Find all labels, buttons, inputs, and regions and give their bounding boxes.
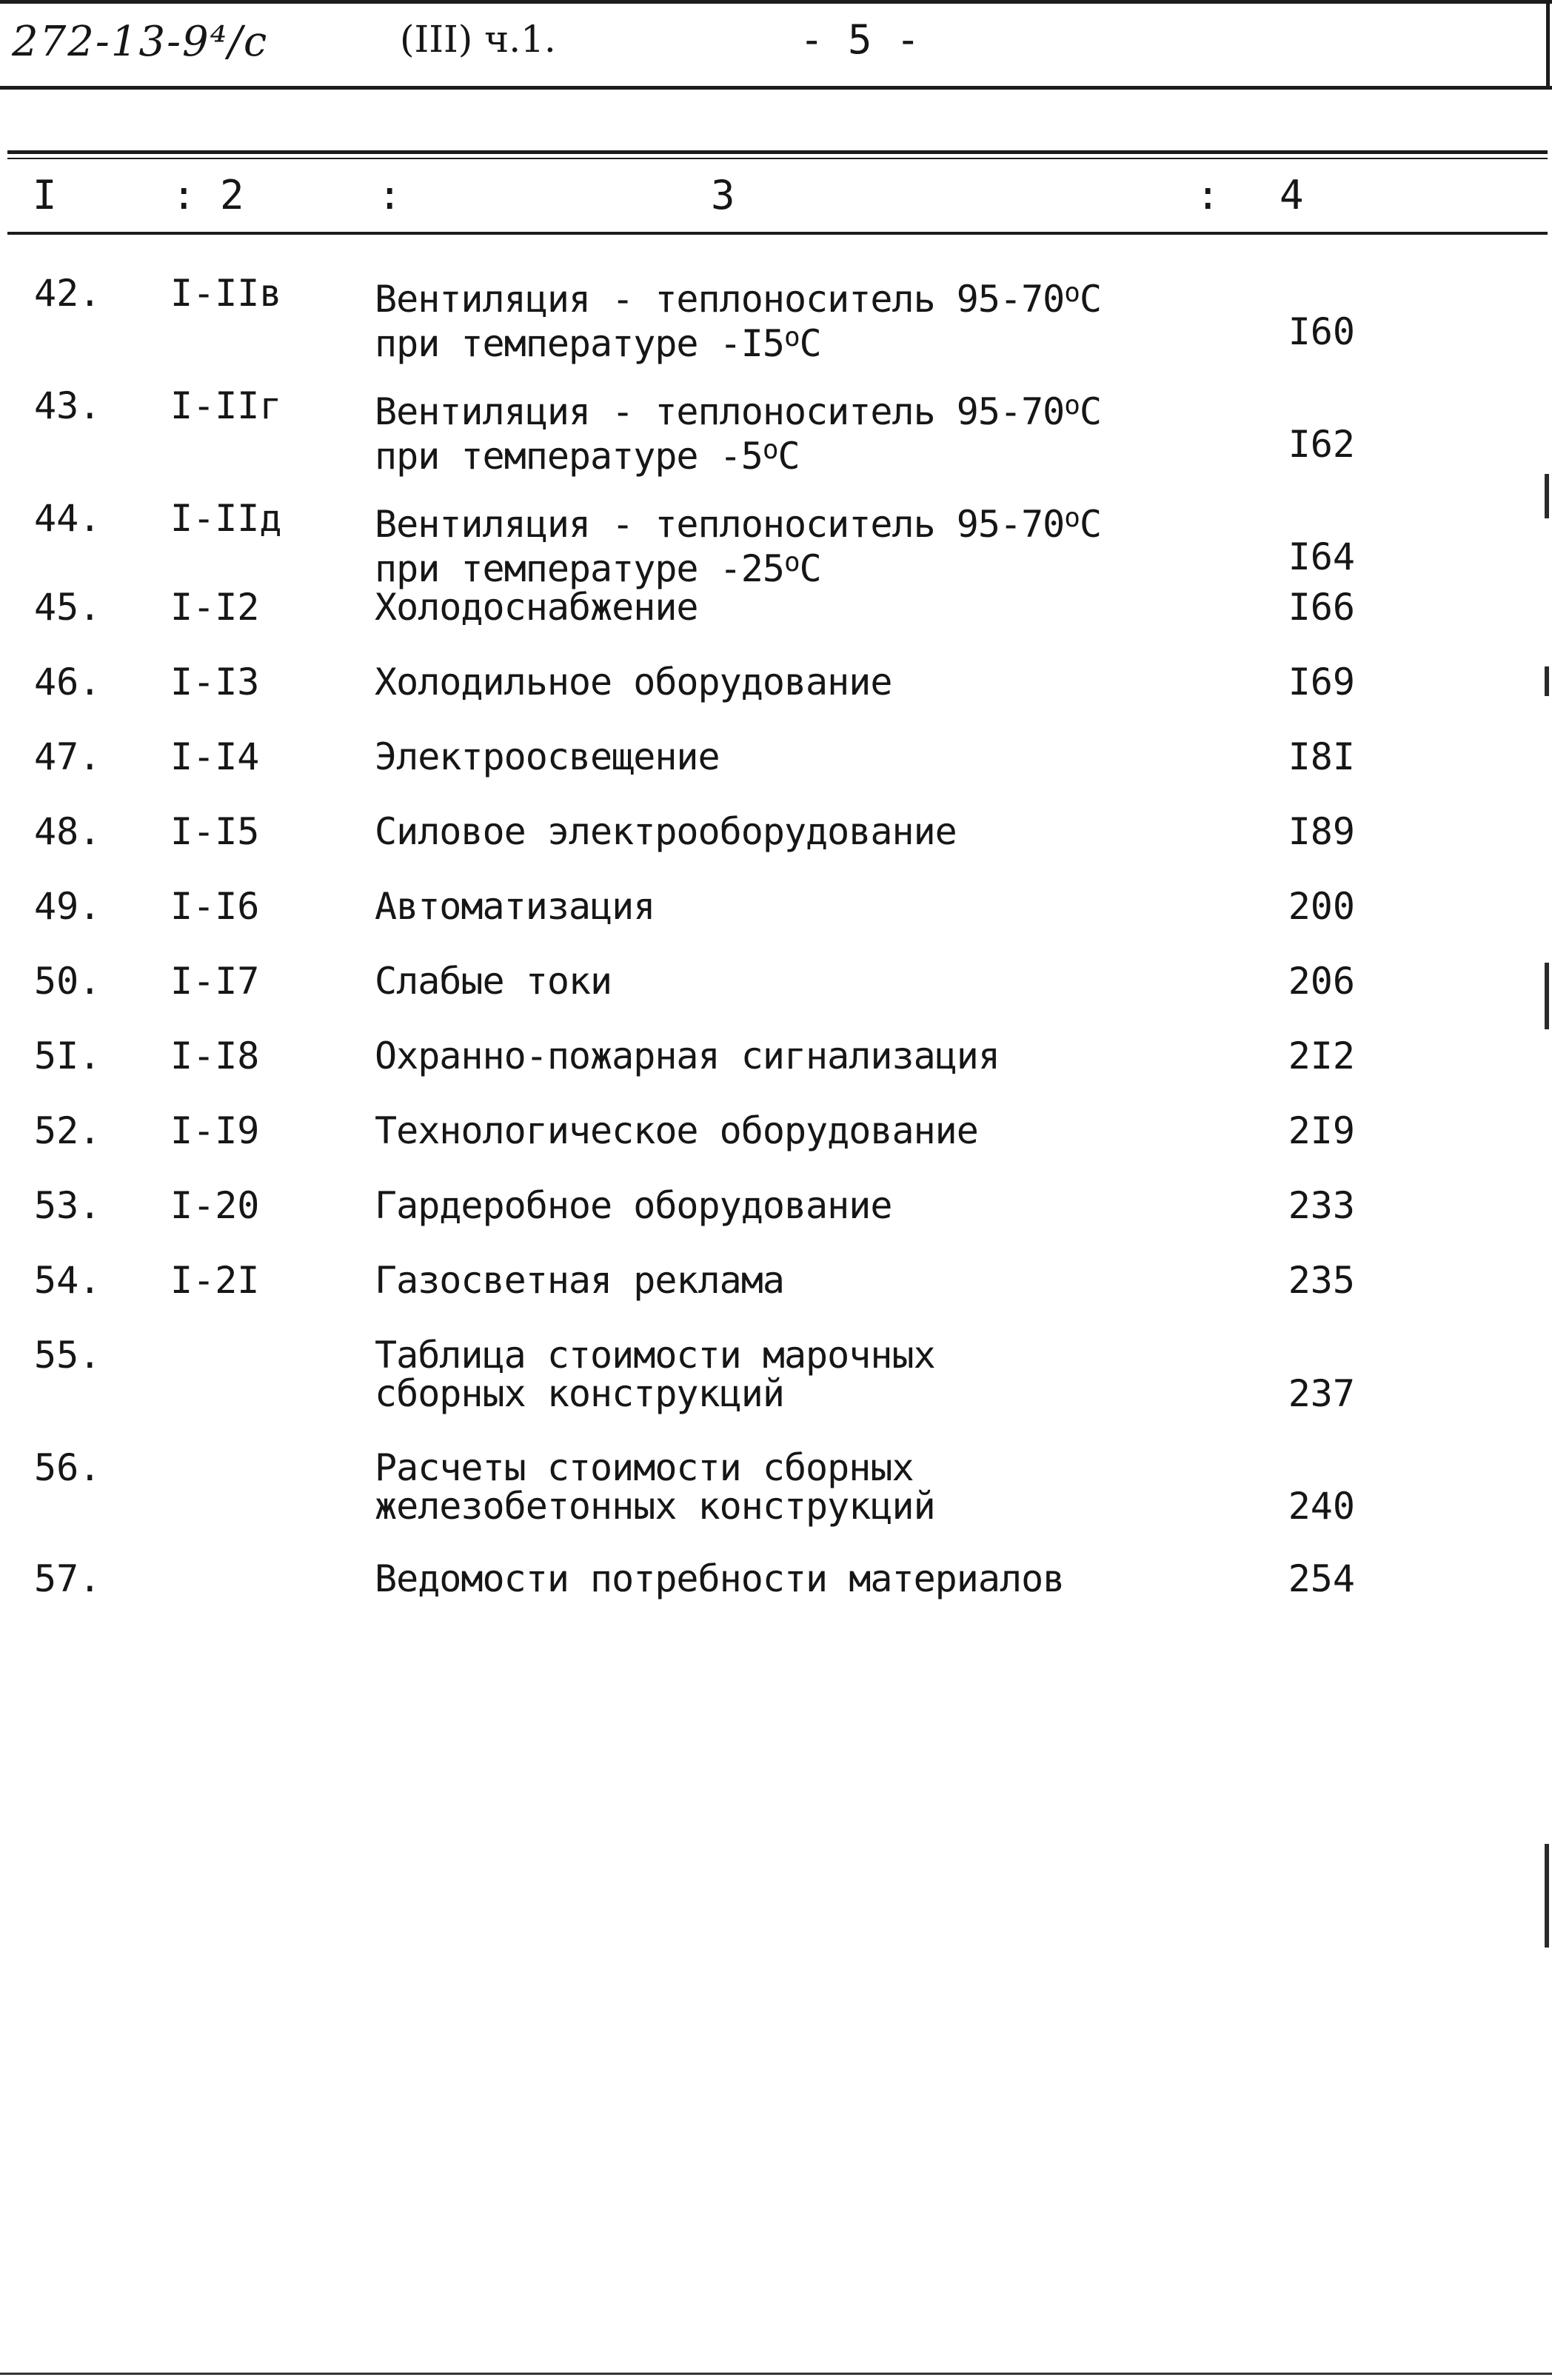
row-number: 54. xyxy=(34,1259,101,1302)
section-title: Силовое электрооборудование xyxy=(375,810,957,853)
right-border xyxy=(1546,0,1550,87)
column-header-1: I xyxy=(33,172,57,218)
page-ref: 200 xyxy=(1288,885,1355,928)
column-separator: : xyxy=(1196,172,1220,218)
table-row xyxy=(0,887,1552,962)
document-code: 272-13-9⁴/с xyxy=(12,18,269,66)
table-row xyxy=(0,1109,1552,1186)
page-number: - 5 - xyxy=(800,16,920,63)
page-ref: 206 xyxy=(1288,960,1355,1003)
row-number: 56. xyxy=(34,1446,101,1489)
table-row xyxy=(0,1034,1552,1112)
row-number: 46. xyxy=(34,661,101,703)
page-ref: 2I2 xyxy=(1288,1034,1355,1077)
scan-edge-mark xyxy=(1545,1844,1549,1948)
section-title: Холодильное оборудование xyxy=(375,661,892,703)
section-title: Ведомости потребности материалов xyxy=(375,1557,1065,1600)
section-code: I-I4 xyxy=(170,735,260,778)
row-number: 45. xyxy=(34,586,101,629)
table-top-rule-secondary xyxy=(7,158,1548,159)
table-row xyxy=(0,663,1552,738)
row-number: 57. xyxy=(34,1557,101,1600)
document-part: (III) ч.1. xyxy=(400,18,556,61)
top-border xyxy=(0,0,1552,4)
section-title: Слабые токи xyxy=(375,960,612,1003)
table-row xyxy=(0,812,1552,887)
column-separator: : xyxy=(378,172,402,218)
row-number: 50. xyxy=(34,960,101,1003)
contents-table xyxy=(0,274,1552,1634)
section-title: Вентиляция - теплоноситель 95-70$^o$С при температуре -I5$^o$С xyxy=(375,278,1102,365)
page-ref: I62 xyxy=(1288,423,1355,466)
section-code: I-IIв xyxy=(170,272,282,315)
section-title: Автоматизация xyxy=(375,885,655,928)
table-top-rule xyxy=(7,150,1548,154)
column-header-2: : 2 xyxy=(172,172,244,218)
section-code: I-I5 xyxy=(170,810,260,853)
table-row xyxy=(0,274,1552,387)
table-row xyxy=(0,735,1552,812)
section-code: I-20 xyxy=(170,1184,260,1227)
page-ref: 235 xyxy=(1288,1259,1355,1302)
row-number: 55. xyxy=(34,1334,101,1377)
row-number: 52. xyxy=(34,1109,101,1152)
section-title: Расчеты стоимости сборных железобетонных конструкций xyxy=(375,1446,935,1528)
section-title: Технологическое оборудование xyxy=(375,1109,978,1152)
table-row xyxy=(0,499,1552,588)
section-title: Холодоснабжение xyxy=(375,586,698,629)
page-ref: I69 xyxy=(1288,661,1355,703)
table-row xyxy=(0,1336,1552,1448)
page-ref: I66 xyxy=(1288,586,1355,629)
section-title: Вентиляция - теплоноситель 95-70$^o$С при температуре -5$^o$С xyxy=(375,390,1102,478)
page-ref: I60 xyxy=(1288,310,1355,353)
page-ref: I64 xyxy=(1288,535,1355,578)
page-ref: 240 xyxy=(1288,1485,1355,1528)
section-title: Газосветная реклама xyxy=(375,1259,784,1302)
column-header-4: 4 xyxy=(1280,172,1304,218)
row-number: 5I. xyxy=(34,1034,101,1077)
row-number: 48. xyxy=(34,810,101,853)
page-ref: 2I9 xyxy=(1288,1109,1355,1152)
table-row xyxy=(0,1448,1552,1560)
page-ref: 233 xyxy=(1288,1184,1355,1227)
row-number: 44. xyxy=(34,497,101,540)
table-row xyxy=(0,588,1552,663)
column-header-3: 3 xyxy=(711,172,735,218)
section-code: I-I3 xyxy=(170,661,260,703)
header-rule xyxy=(0,86,1552,90)
table-row xyxy=(0,962,1552,1037)
section-title: Вентиляция - теплоноситель 95-70$^o$С при температуре -25$^o$С xyxy=(375,503,1102,590)
table-row xyxy=(0,1557,1552,1634)
page-ref: 254 xyxy=(1288,1557,1355,1600)
table-row xyxy=(0,1261,1552,1336)
row-number: 42. xyxy=(34,272,101,315)
section-title: Гардеробное оборудование xyxy=(375,1184,892,1227)
page-ref: I8I xyxy=(1288,735,1355,778)
table-row xyxy=(0,384,1552,499)
page-ref: 237 xyxy=(1288,1372,1355,1415)
section-code: I-2I xyxy=(170,1259,260,1302)
section-title: Таблица стоимости марочных сборных конструкций xyxy=(375,1334,935,1415)
section-code: I-I2 xyxy=(170,586,260,629)
row-number: 53. xyxy=(34,1184,101,1227)
row-number: 47. xyxy=(34,735,101,778)
row-number: 43. xyxy=(34,384,101,427)
page-ref: I89 xyxy=(1288,810,1355,853)
row-number: 49. xyxy=(34,885,101,928)
section-title: Электроосвещение xyxy=(375,735,720,778)
section-title: Охранно-пожарная сигнализация xyxy=(375,1034,1000,1077)
section-code: I-I9 xyxy=(170,1109,260,1152)
bottom-border xyxy=(0,2373,1552,2375)
section-code: I-IIд xyxy=(170,497,282,540)
section-code: I-I7 xyxy=(170,960,260,1003)
table-row xyxy=(0,1186,1552,1261)
section-code: I-I6 xyxy=(170,885,260,928)
section-code: I-IIг xyxy=(170,384,282,427)
section-code: I-I8 xyxy=(170,1034,260,1077)
column-header-rule xyxy=(7,232,1548,235)
